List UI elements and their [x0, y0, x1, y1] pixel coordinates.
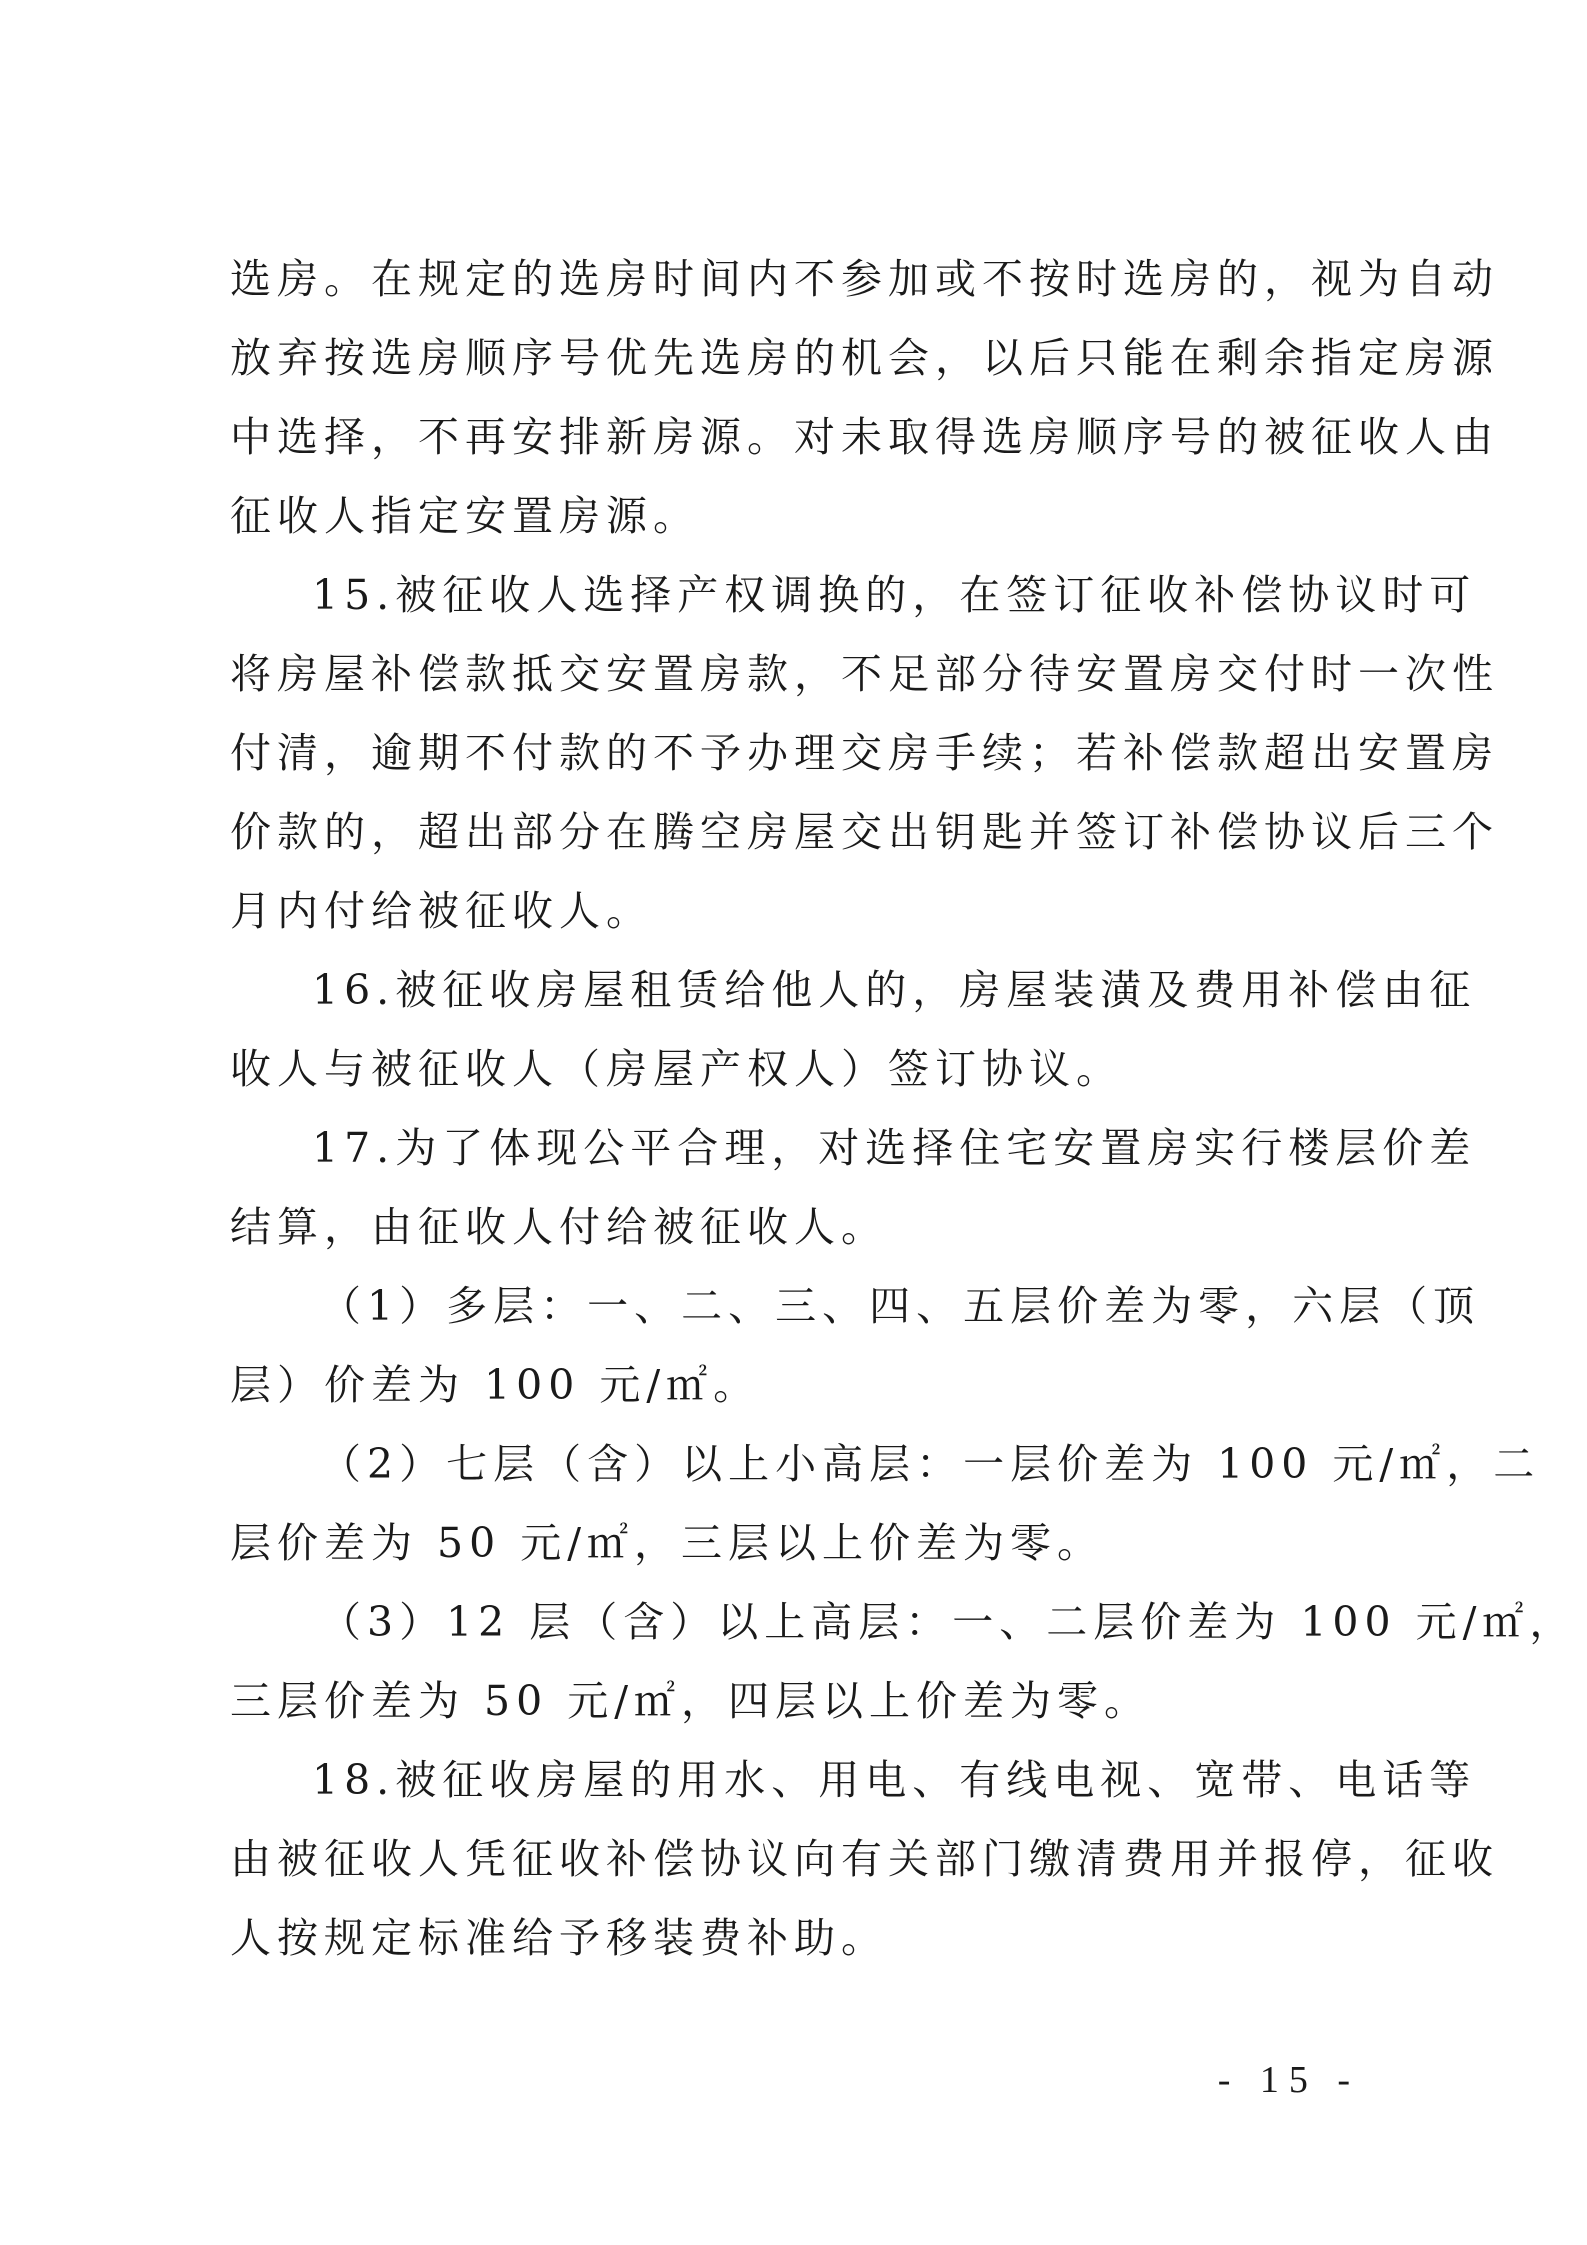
- text-line: 层）价差为 100 元/㎡。: [230, 1361, 761, 1409]
- text-line: 付清，逾期不付款的不予办理交房手续；若补偿款超出安置房: [230, 729, 1499, 777]
- paragraph-item-17: [230, 1109, 1477, 1267]
- text-line: 由被征收人凭征收补偿协议向有关部门缴清费用并报停，征收: [230, 1835, 1499, 1883]
- text-line: 人按规定标准给予移装费补助。: [230, 1914, 888, 1962]
- paragraph-item-17-2: [230, 1425, 1541, 1583]
- text-line: 选房。在规定的选房时间内不参加或不按时选房的，视为自动: [230, 255, 1499, 303]
- text-line: 将房屋补偿款抵交安置房款，不足部分待安置房交付时一次性: [230, 650, 1499, 698]
- text-line: 16.被征收房屋租赁给他人的，房屋装潢及费用补偿由征: [312, 966, 1477, 1014]
- text-line: 收人与被征收人（房屋产权人）签订协议。: [230, 1045, 1123, 1093]
- text-line: 结算，由征收人付给被征收人。: [230, 1203, 888, 1251]
- text-line: 价款的，超出部分在腾空房屋交出钥匙并签订补偿协议后三个: [230, 808, 1499, 856]
- page-number: - 15 -: [1217, 2059, 1360, 2101]
- paragraph-item-18: [230, 1741, 1499, 1978]
- paragraph-continuation: [230, 240, 1499, 556]
- text-line: 17.为了体现公平合理，对选择住宅安置房实行楼层价差: [312, 1124, 1477, 1172]
- document-body: [230, 240, 1577, 1978]
- text-line: 放弃按选房顺序号优先选房的机会，以后只能在剩余指定房源: [230, 334, 1499, 382]
- text-line: 中选择，不再安排新房源。对未取得选房顺序号的被征收人由: [230, 413, 1499, 461]
- text-line: （1）多层：一、二、三、四、五层价差为零，六层（顶: [320, 1282, 1481, 1330]
- text-line: 15.被征收人选择产权调换的，在签订征收补偿协议时可: [312, 571, 1477, 619]
- paragraph-item-17-1: [230, 1267, 1481, 1425]
- text-line: 月内付给被征收人。: [230, 887, 653, 935]
- text-line: （3）12 层（含）以上高层：一、二层价差为 100 元/㎡，: [320, 1598, 1577, 1646]
- text-line: 征收人指定安置房源。: [230, 492, 700, 540]
- paragraph-item-16: [230, 951, 1477, 1109]
- paragraph-item-15: [230, 556, 1499, 951]
- text-line: 18.被征收房屋的用水、用电、有线电视、宽带、电话等: [312, 1756, 1477, 1804]
- paragraph-item-17-3: [230, 1583, 1577, 1741]
- text-line: 层价差为 50 元/㎡，三层以上价差为零。: [230, 1519, 1105, 1567]
- text-line: 三层价差为 50 元/㎡，四层以上价差为零。: [230, 1677, 1152, 1725]
- text-line: （2）七层（含）以上小高层：一层价差为 100 元/㎡，二: [320, 1440, 1541, 1488]
